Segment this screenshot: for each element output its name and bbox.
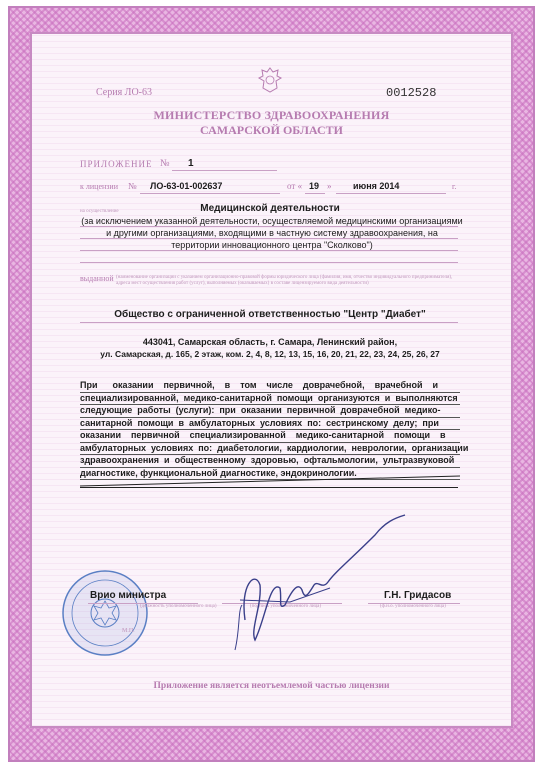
ministry-title-line1: МИНИСТЕРСТВО ЗДРАВООХРАНЕНИЯ <box>153 108 390 122</box>
position-caption: (должность уполномоченного лица) <box>140 604 217 609</box>
strike-line <box>78 474 462 488</box>
footer-note: Приложение является неотъемлемой частью лицензии <box>153 681 390 691</box>
license-date-close: » <box>327 181 332 191</box>
ministry-title-line2: САМАРСКОЙ ОБЛАСТИ <box>200 123 343 137</box>
series-label: Серия ЛО-63 <box>96 87 153 98</box>
services-line: здравоохранения и общественному здоровью, офтальмологии, ультразвуковой <box>80 455 460 468</box>
license-no-sign: № <box>128 181 137 191</box>
license-prefix: к лицензии <box>80 182 118 191</box>
license-day: 19 <box>309 181 320 191</box>
activity-desc-line1: (за исключением указанной деятельности, осуществляемой медицинскими организациями <box>81 216 463 226</box>
services-line: При оказании первичной, в том числе доврачебной, врачебной и <box>80 380 460 393</box>
issued-label: выданной <box>80 274 114 283</box>
strike-rule <box>80 487 458 488</box>
activity-rule-4 <box>80 262 458 263</box>
form-number: 0012528 <box>386 86 437 100</box>
activity-rule-2 <box>80 238 458 239</box>
name-caption: (ф.и.о. уполномоченного лица) <box>380 604 446 609</box>
services-block <box>80 380 469 480</box>
org-rule <box>80 322 458 323</box>
services-line: следующие работы (услуги): при оказании первичной доврачебной медико- <box>80 405 460 418</box>
services-line: специализированной, медико-санитарной помощи организуются и выполняются <box>80 393 460 406</box>
appendix-label: ПРИЛОЖЕНИЕ <box>80 159 153 169</box>
license-number: ЛО-63-01-002637 <box>150 181 223 191</box>
address-line1: 443041, Самарская область, г. Самара, Ленинский район, <box>142 337 398 347</box>
seal-place-label: М.П. <box>122 628 135 634</box>
license-number-line <box>140 193 280 194</box>
signature-caption: (подпись уполномоченного лица) <box>250 604 322 609</box>
license-date-from: от « <box>287 181 303 191</box>
organization-name: Общество с ограниченной ответственностью "Центр "Диабет" <box>114 309 426 320</box>
official-seal-icon <box>60 568 150 658</box>
activity-desc-line3: территории инновационного центра "Сколково") <box>171 240 373 250</box>
activity-rule-1 <box>80 226 458 227</box>
activity-title: Медицинской деятельности <box>200 203 340 214</box>
license-year-suffix: г. <box>452 182 457 191</box>
activity-desc-line2: и другими организациями, входящими в частную систему здравоохранения, на <box>106 228 438 238</box>
signer-position: Врио министра <box>90 590 167 601</box>
services-line: диагностике, функциональной диагностике, эндокринологии. <box>80 468 460 481</box>
activity-rule-3 <box>80 250 458 251</box>
coat-of-arms-icon <box>257 66 283 94</box>
appendix-no-sign: № <box>160 158 170 169</box>
license-month-line <box>336 193 446 194</box>
signer-name: Г.Н. Гридасов <box>384 590 452 601</box>
license-day-line <box>305 193 325 194</box>
issued-note: (наименование организации с указанием организационно-правовой формы юридического лица (фамилия, имя, отчество индивидуального предпринимателя), адреса мест осуществления работ (услуг), выполняемых (оказываемых) в составе лицензируемого вида деятельности) <box>116 275 453 286</box>
services-line: оказании первичной специализированной медико-санитарной помощи в <box>80 430 460 443</box>
services-line: санитарной помощи в амбулаторных условиях по: сестринскому делу; при <box>80 418 460 431</box>
appendix-number: 1 <box>188 158 194 169</box>
services-line: амбулаторных условиях по: диабетологии, кардиологии, неврологии, организации <box>80 443 460 456</box>
appendix-number-line <box>172 170 277 171</box>
activity-caption: на осуществление <box>80 209 119 214</box>
license-month-year: июня 2014 <box>353 181 400 191</box>
address-line2: ул. Самарская, д. 165, 2 этаж, ком. 2, 4, 8, 12, 13, 15, 16, 20, 21, 22, 23, 24, 25, 26, 27 <box>100 349 440 359</box>
handwritten-signature <box>210 510 410 660</box>
